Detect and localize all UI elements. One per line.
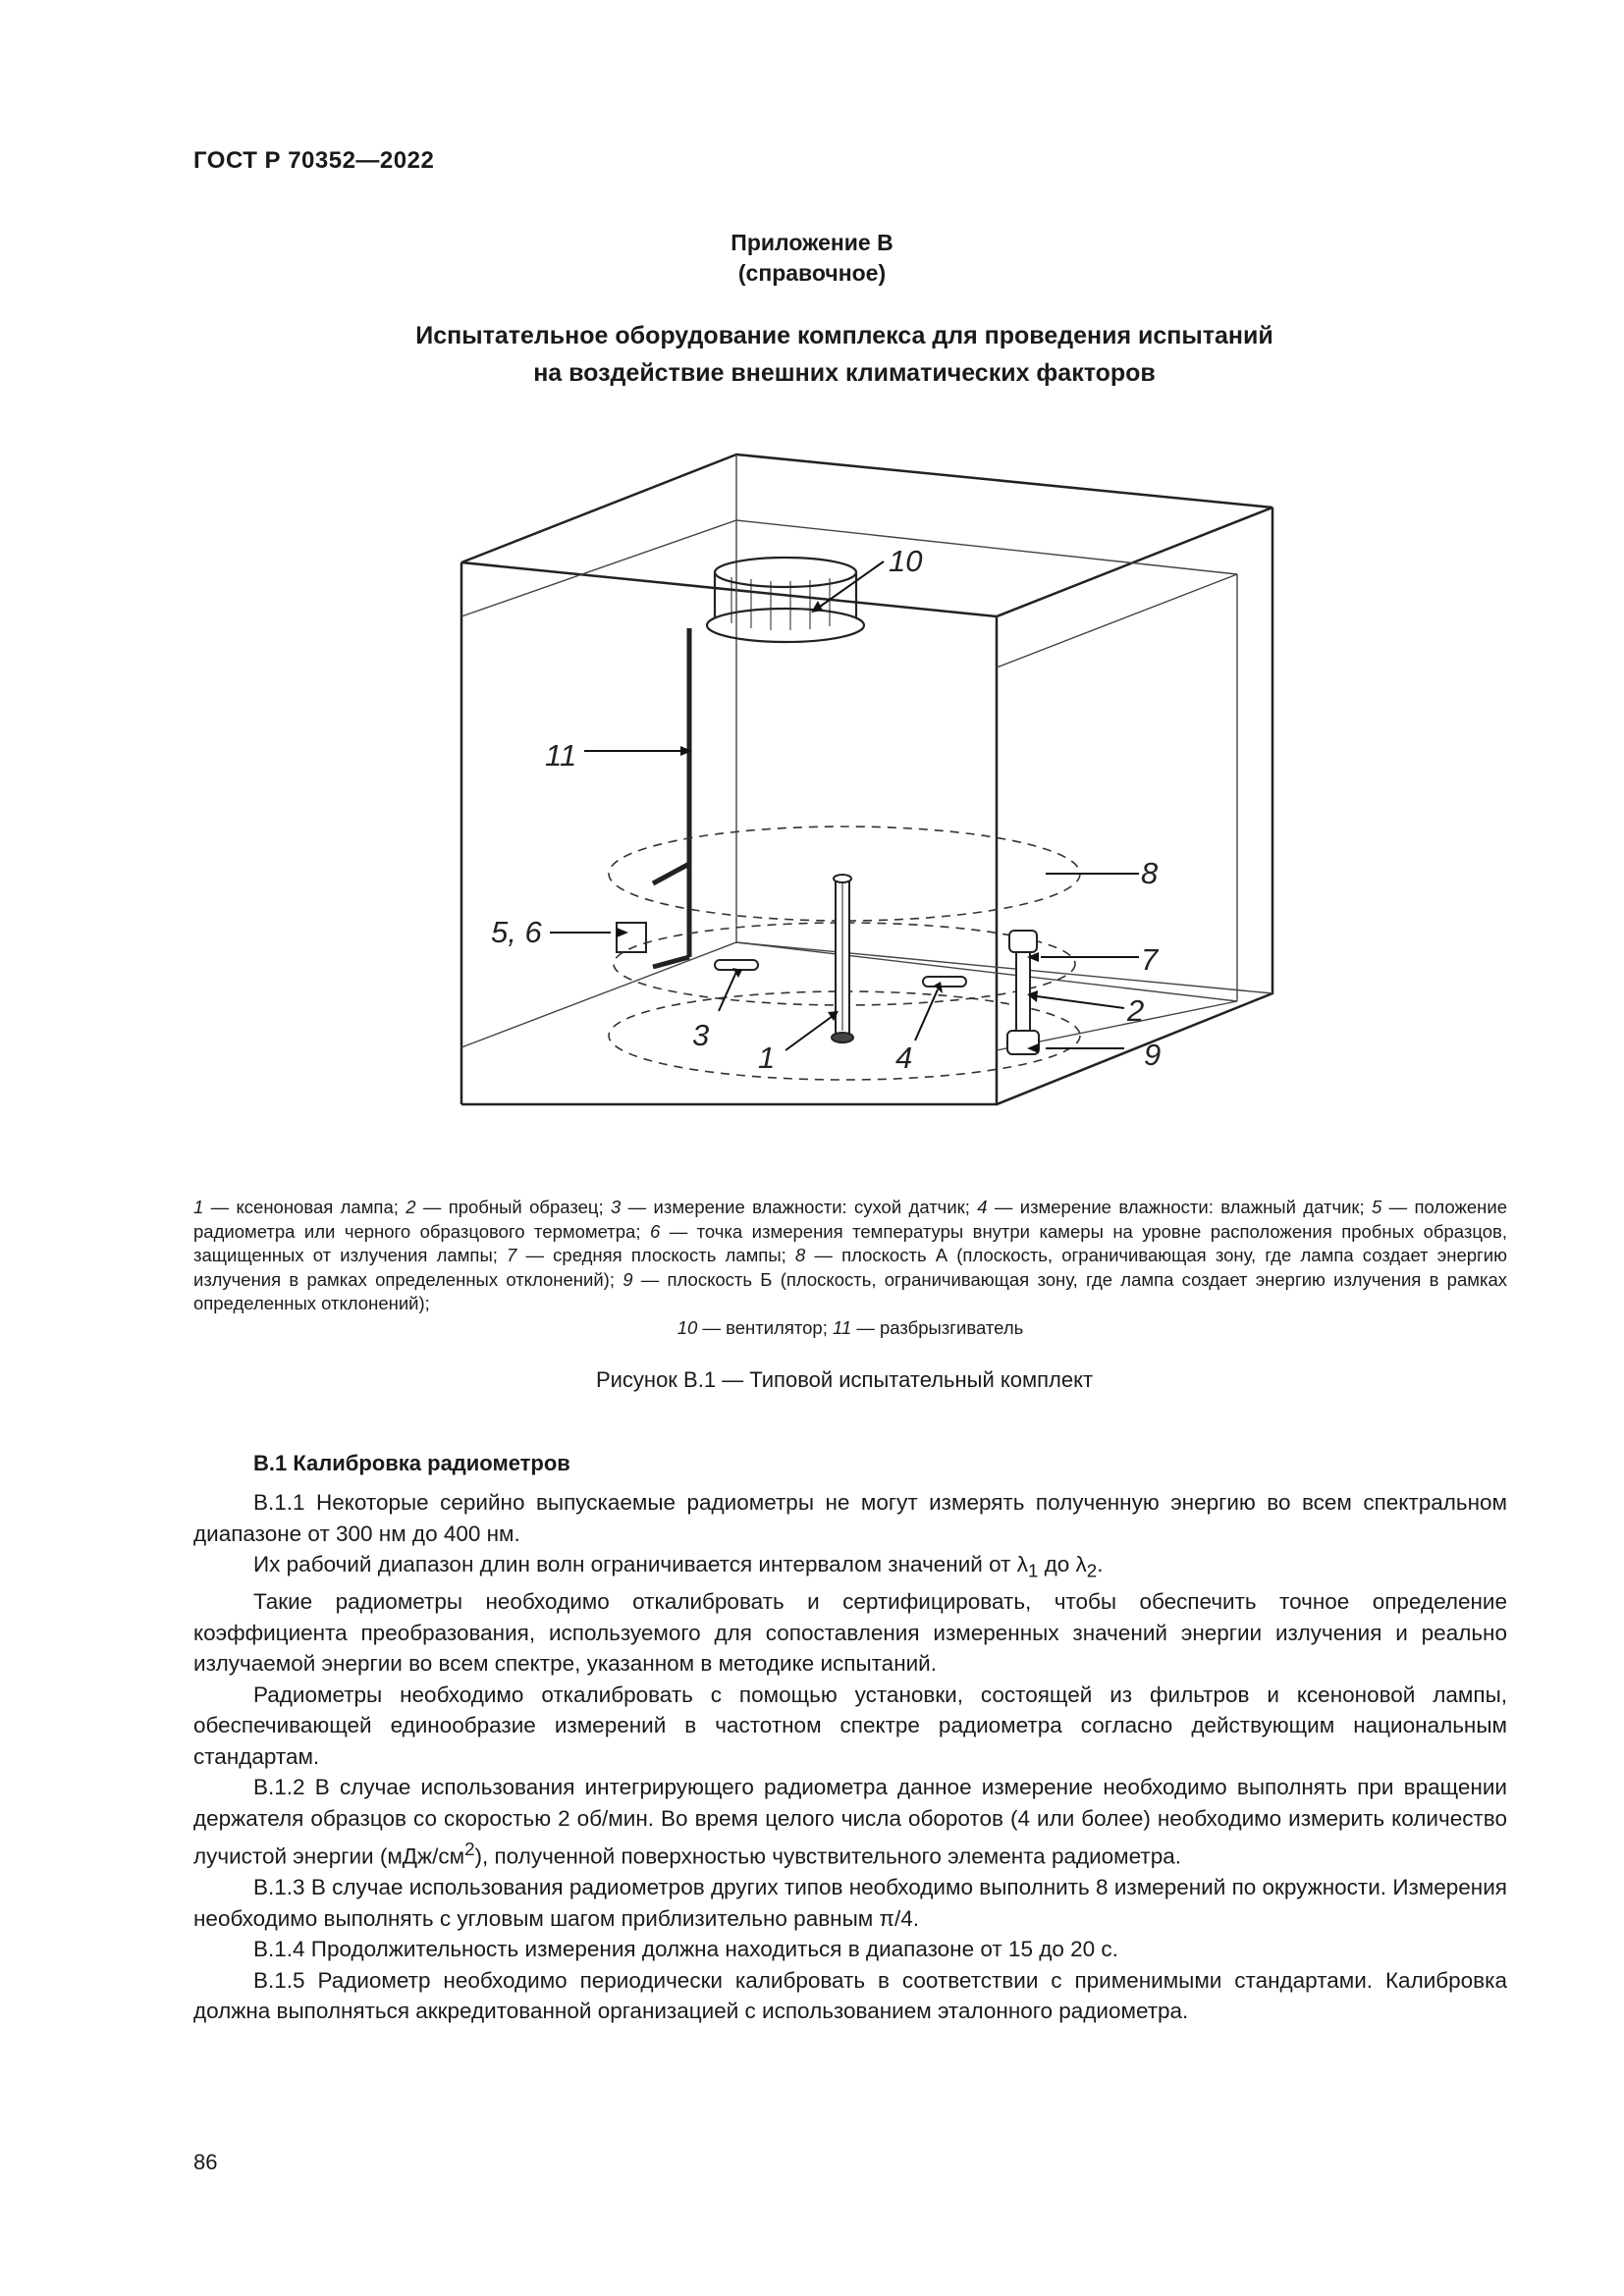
page-title-line2: на воздействие внешних климатических факторов — [533, 359, 1156, 387]
label-3: 3 — [692, 1018, 710, 1052]
page-number: 86 — [193, 2150, 218, 2174]
appendix-label: Приложение В — [731, 230, 893, 255]
label-11: 11 — [545, 738, 577, 773]
page-title-line1: Испытательное оборудование комплекса для проведения испытаний — [415, 322, 1273, 349]
label-7: 7 — [1141, 942, 1159, 977]
inner-top-frame — [461, 520, 1237, 667]
paragraph: В.1.5 Радиометр необходимо периодически калибровать в соответствии с применимыми стандартами. Калибровка должна выполняться аккредитованной организацией с использованием эталонного радиометра. — [193, 1967, 1507, 2023]
section-title: В.1 Калибровка радиометров — [253, 1451, 570, 1475]
paragraph: В.1.4 Продолжительность измерения должна находиться в диапазоне от 15 до 20 с. — [253, 1937, 1118, 1961]
section-body — [193, 1487, 1507, 2027]
paragraph: Радиометры необходимо откалибровать с помощью установки, состоящей из фильтров и ксеноновой лампы, обеспечивающей единообразие измерений в частотном спектре радиометра согласно действующим национальным стандартам. — [193, 1682, 1507, 1769]
paragraph: Их рабочий диапазон длин волн ограничивается интервалом значений от $\lambda_1$ до $\lambda_2$. — [253, 1552, 1104, 1581]
paragraph: В.1.1 Некоторые серийно выпускаемые радиометры не могут измерять полученную энергию во всем спектральном диапазоне от 300 нм до 400 нм. — [193, 1490, 1507, 1546]
label-9: 9 — [1144, 1038, 1162, 1072]
box-front-outline — [461, 562, 997, 1104]
sprayer — [653, 628, 689, 967]
paragraph: Такие радиометры необходимо откалибровать и сертифицировать, чтобы обеспечить точное определение коэффициента преобразования, используемого для сопоставления измеренных значений энергии излучения и реально излучаемой энергии во всем спектре, указанном в методике испытаний. — [193, 1589, 1507, 1676]
label-10: 10 — [889, 544, 923, 578]
figure-caption: Рисунок В.1 — Типовой испытательный комплект — [595, 1367, 1094, 1392]
label-2: 2 — [1127, 993, 1145, 1028]
label-5-6: 5, 6 — [491, 915, 542, 949]
label-1: 1 — [758, 1041, 776, 1075]
paragraph: В.1.3 В случае использования радиометров других типов необходимо выполнить 8 измерений по окружности. Измерения необходимо выполнять с угловым шагом приблизительно равным π/4. — [193, 1875, 1507, 1931]
document-header: ГОСТ Р 70352—2022 — [193, 147, 435, 174]
appendix-kind: (справочное) — [737, 260, 887, 286]
wet-sensor — [923, 977, 966, 987]
label-4: 4 — [895, 1041, 913, 1075]
paragraph: В.1.2 В случае использования интегрирующего радиометра данное измерение необходимо выполнять при вращении держателя образцов со скоростью 2 об/мин. Во время целого числа оборотов (4 или более) необходимо измерить количество лучистой энергии $(мДж/см^2)$, полученной поверхностью чувствительного элемента радиометра. — [193, 1775, 1507, 1869]
figure-legend: 1 — ксеноновая лампа; 2 — пробный образец; 3 — измерение влажности: сухой датчик; 4 — измерение влажности: влажный датчик; 5 — положение радиометра или черного образцового термометра; 6 — точка измерения температуры внутри камеры на уровне расположения пробных образцов, защищенных от излучения лампы; 7 — средняя плоскость лампы; 8 — плоскость А (плоскость, ограничивающая зону, где лампа создает энергию излучения в рамках определенных отклонений); 9 — плоскость Б (плоскость, ограничивающая зону, где лампа создает энергию излучения в рамках определенных отклонений); 10 — вентилятор; 11 — разбрызгиватель — [193, 1197, 1507, 1338]
label-8: 8 — [1141, 856, 1159, 890]
dry-sensor — [715, 960, 758, 970]
box-back-top — [461, 454, 1272, 616]
